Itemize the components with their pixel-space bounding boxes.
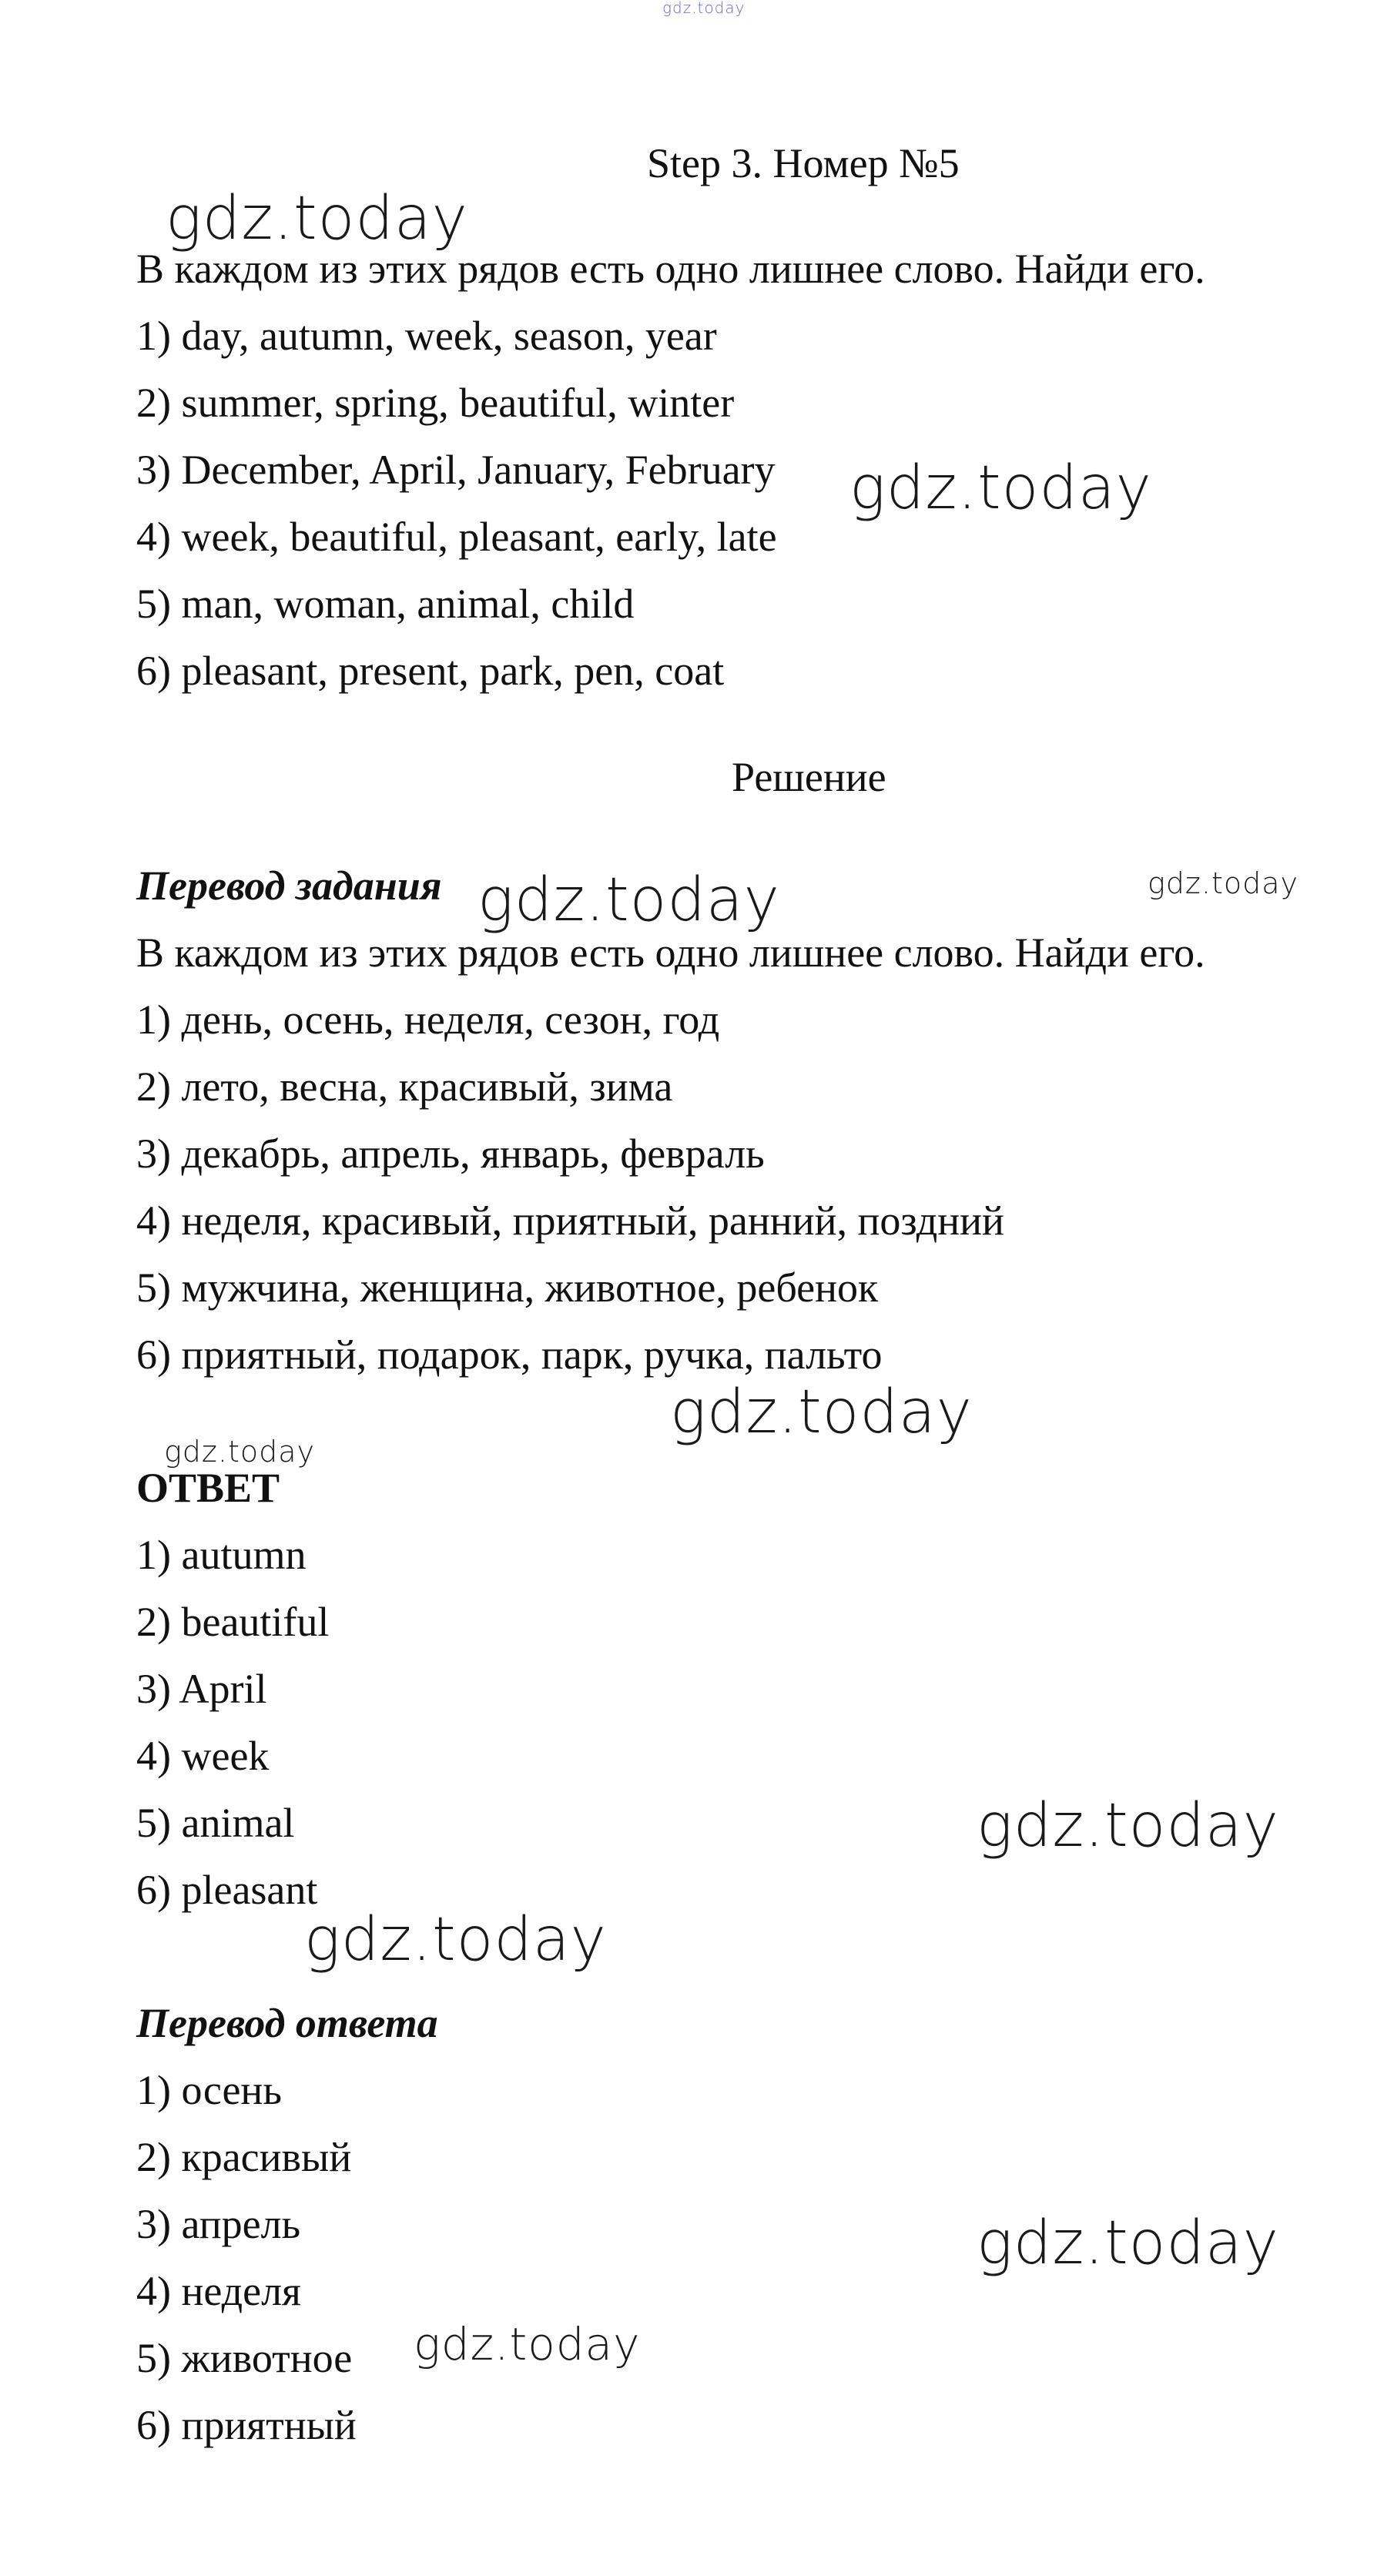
solution-heading: Решение [732,754,886,800]
watermark: gdz.today [166,184,468,253]
translation-prompt: В каждом из этих рядов есть одно лишнее слово. Найди его. [136,930,1205,976]
answer-translation-item: 6) приятный [136,2402,357,2448]
answer-item: 3) April [136,1666,267,1712]
watermark: gdz.today [414,2318,641,2370]
translation-item: 2) лето, весна, красивый, зима [136,1064,673,1110]
task-prompt: В каждом из этих рядов есть одно лишнее слово. Найди его. [136,246,1205,292]
answer-item: 1) autumn [136,1532,307,1578]
page-title: Step 3. Номер №5 [647,140,960,186]
watermark: gdz.today [977,1791,1279,1861]
translation-item: 4) неделя, красивый, приятный, ранний, поздний [136,1198,1004,1244]
answer-item: 2) beautiful [136,1599,330,1645]
task-item: 5) man, woman, animal, child [136,581,635,627]
answer-translation-item: 2) красивый [136,2134,352,2180]
task-item: 2) summer, spring, beautiful, winter [136,380,735,426]
watermark: gdz.today [1148,866,1298,900]
translation-item: 6) приятный, подарок, парк, ручка, пальто [136,1332,883,1378]
answer-translation-item: 4) неделя [136,2268,301,2314]
watermark: gdz.today [478,866,780,935]
translation-item: 5) мужчина, женщина, животное, ребенок [136,1265,879,1311]
answer-translation-heading: Перевод ответа [136,2000,438,2046]
task-item: 1) day, autumn, week, season, year [136,313,717,359]
answer-item: 6) pleasant [136,1867,318,1913]
answer-item: 4) week [136,1733,270,1779]
watermark: gdz.today [670,1378,973,1447]
answer-heading: ОТВЕТ [136,1465,280,1511]
translation-item: 3) декабрь, апрель, январь, февраль [136,1131,765,1177]
translation-item: 1) день, осень, неделя, сезон, год [136,997,720,1043]
answer-translation-item: 1) осень [136,2067,282,2113]
task-item: 4) week, beautiful, pleasant, early, late [136,514,777,560]
translation-heading: Перевод задания [136,863,442,909]
watermark: gdz.today [164,1435,315,1469]
task-item: 6) pleasant, present, park, pen, coat [136,648,725,694]
answer-item: 5) animal [136,1800,295,1846]
answer-translation-item: 3) апрель [136,2201,301,2247]
watermark: gdz.today [304,1905,607,1975]
answer-translation-item: 5) животное [136,2335,353,2381]
header-watermark: gdz.today [662,0,746,17]
task-item: 3) December, April, January, February [136,447,776,493]
watermark: gdz.today [849,454,1152,523]
watermark: gdz.today [977,2209,1279,2278]
